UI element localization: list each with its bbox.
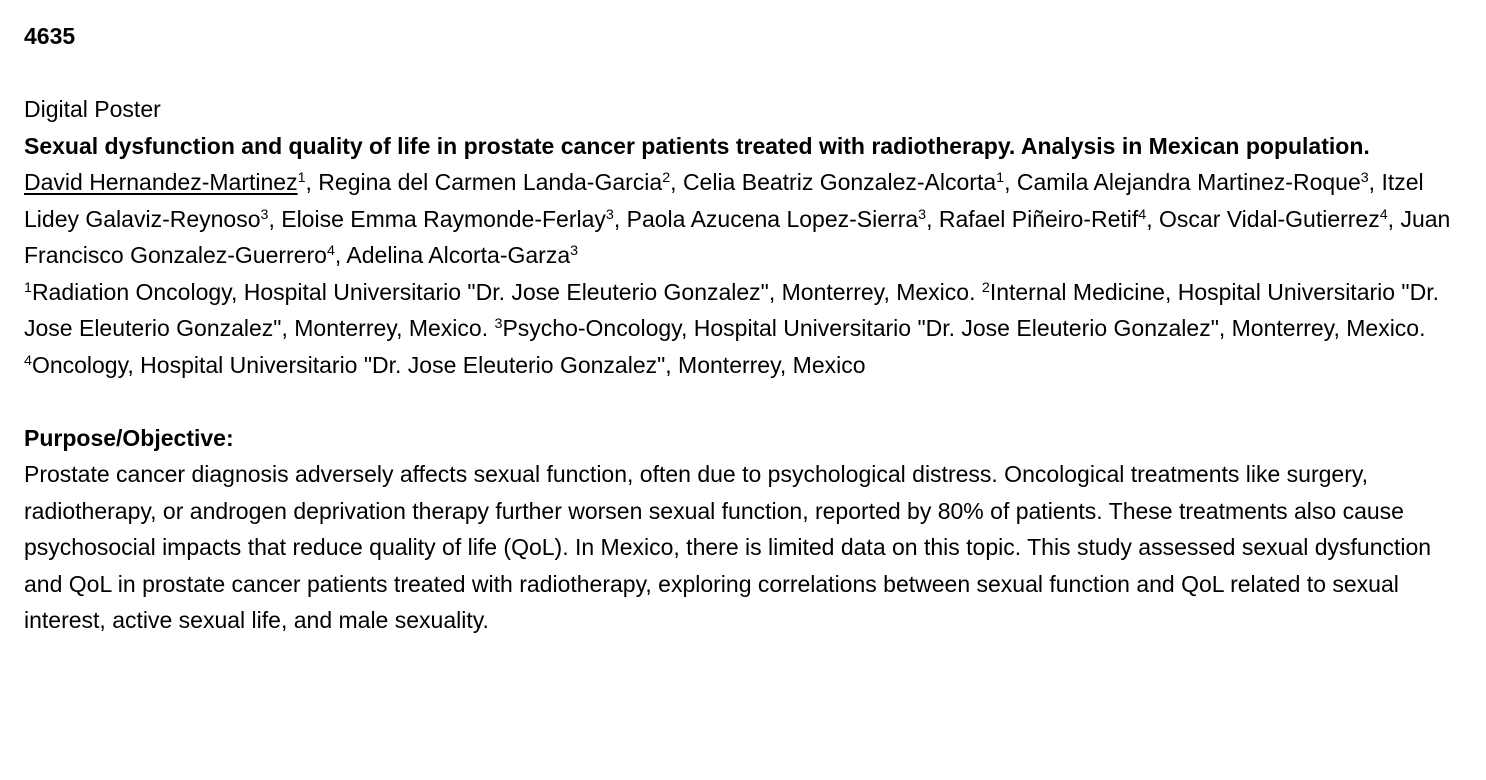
- affiliation-number-superscript: 1: [24, 279, 32, 296]
- abstract-number: 4635: [24, 23, 76, 49]
- author-affiliation-superscript: 3: [570, 243, 579, 260]
- affiliation-text: Psycho-Oncology, Hospital Universitario "Dr. Jose Eleuterio Gonzalez", Monterrey, Mexico.: [502, 315, 1426, 341]
- affiliation-text: Internal Medicine, Hospital Universitario "Dr. Jose Eleuterio Gonzalez", Monterrey, Mexico.: [24, 278, 1439, 341]
- author-affiliation-superscript: 1: [297, 170, 306, 187]
- affiliation-text: Radiation Oncology, Hospital Universitario "Dr. Jose Eleuterio Gonzalez", Monterrey, Mexico.: [31, 278, 982, 305]
- author-name: Camila Alejandra Martinez-Roque: [1016, 169, 1361, 195]
- author-name: Rafael Piñeiro-Retif: [938, 205, 1139, 232]
- author-affiliation-superscript: 3: [1360, 170, 1369, 187]
- author-name: David Hernandez-Martinez: [24, 169, 298, 195]
- author-affiliation-superscript: 4: [326, 243, 335, 260]
- author-name: Eloise Emma Raymonde-Ferlay: [281, 205, 606, 232]
- author-name: Itzel Lidey Galaviz-Reynoso: [24, 169, 1424, 232]
- author-name: Celia Beatriz Gonzalez-Alcorta: [682, 169, 997, 195]
- abstract-page: [24, 18, 1462, 639]
- affiliation-number-superscript: 4: [24, 352, 32, 369]
- affiliation-list: [24, 274, 1462, 384]
- presentation-type: Digital Poster: [24, 96, 161, 122]
- affiliation-number-superscript: 2: [981, 279, 990, 296]
- abstract-title: Sexual dysfunction and quality of life in prostate cancer patients treated with radiotherapy. Analysis in Mexican population.: [24, 132, 1370, 159]
- author-list: David Hernandez-Martinez$^1$, Regina del Carmen Landa-Garcia$^2$, Celia Beatriz Gonzalez-Alcorta$^1$, Camila Alejandra Martinez-Roque$^3$, Itzel Lidey Galaviz-Reynoso$^3$, Eloise Emma Raymonde-Ferlay$^3$, Paola Azucena Lopez-Sierra$^3$, Rafael Piñeiro-Retif$^4$, Oscar Vidal-Gutierrez$^4$, Juan Francisco Gonzalez-Guerrero$^4$, Adelina Alcorta-Garza$^3$: [24, 169, 1451, 268]
- author-name: Regina del Carmen Landa-Garcia: [318, 169, 663, 195]
- author-affiliation-superscript: 3: [605, 206, 614, 223]
- section-heading-purpose-objective: Purpose/Objective:: [24, 424, 234, 451]
- author-affiliation-superscript: 3: [260, 206, 269, 223]
- author-name: Adelina Alcorta-Garza: [346, 242, 571, 268]
- section-body-purpose-objective: Prostate cancer diagnosis adversely affects sexual function, often due to psychological distress. Oncological treatments like surgery, radiotherapy, or androgen deprivation therapy further worsen sexual function, reported by 80% of patients. These treatments also cause psychosocial impacts that reduce quality of life (QoL). In Mexico, there is limited data on this topic. This study assessed sexual dysfunction and QoL in prostate cancer patients treated with radiotherapy, exploring correlations between sexual function and QoL related to sexual interest, active sexual life, and male sexuality.: [24, 461, 1432, 633]
- author-affiliation-superscript: 2: [662, 170, 671, 187]
- affiliation-number-superscript: 3: [494, 316, 503, 333]
- affiliation-text: Oncology, Hospital Universitario "Dr. Jose Eleuterio Gonzalez", Monterrey, Mexico: [31, 351, 866, 378]
- author-affiliation-superscript: 1: [996, 170, 1005, 187]
- author-affiliation-superscript: 3: [918, 206, 927, 223]
- author-affiliation-superscript: 4: [1138, 206, 1147, 223]
- author-name: Oscar Vidal-Gutierrez: [1159, 205, 1380, 232]
- author-affiliation-superscript: 4: [1379, 206, 1388, 223]
- author-name: Paola Azucena Lopez-Sierra: [626, 205, 919, 232]
- author-name: Juan Francisco Gonzalez-Guerrero: [24, 205, 1451, 268]
